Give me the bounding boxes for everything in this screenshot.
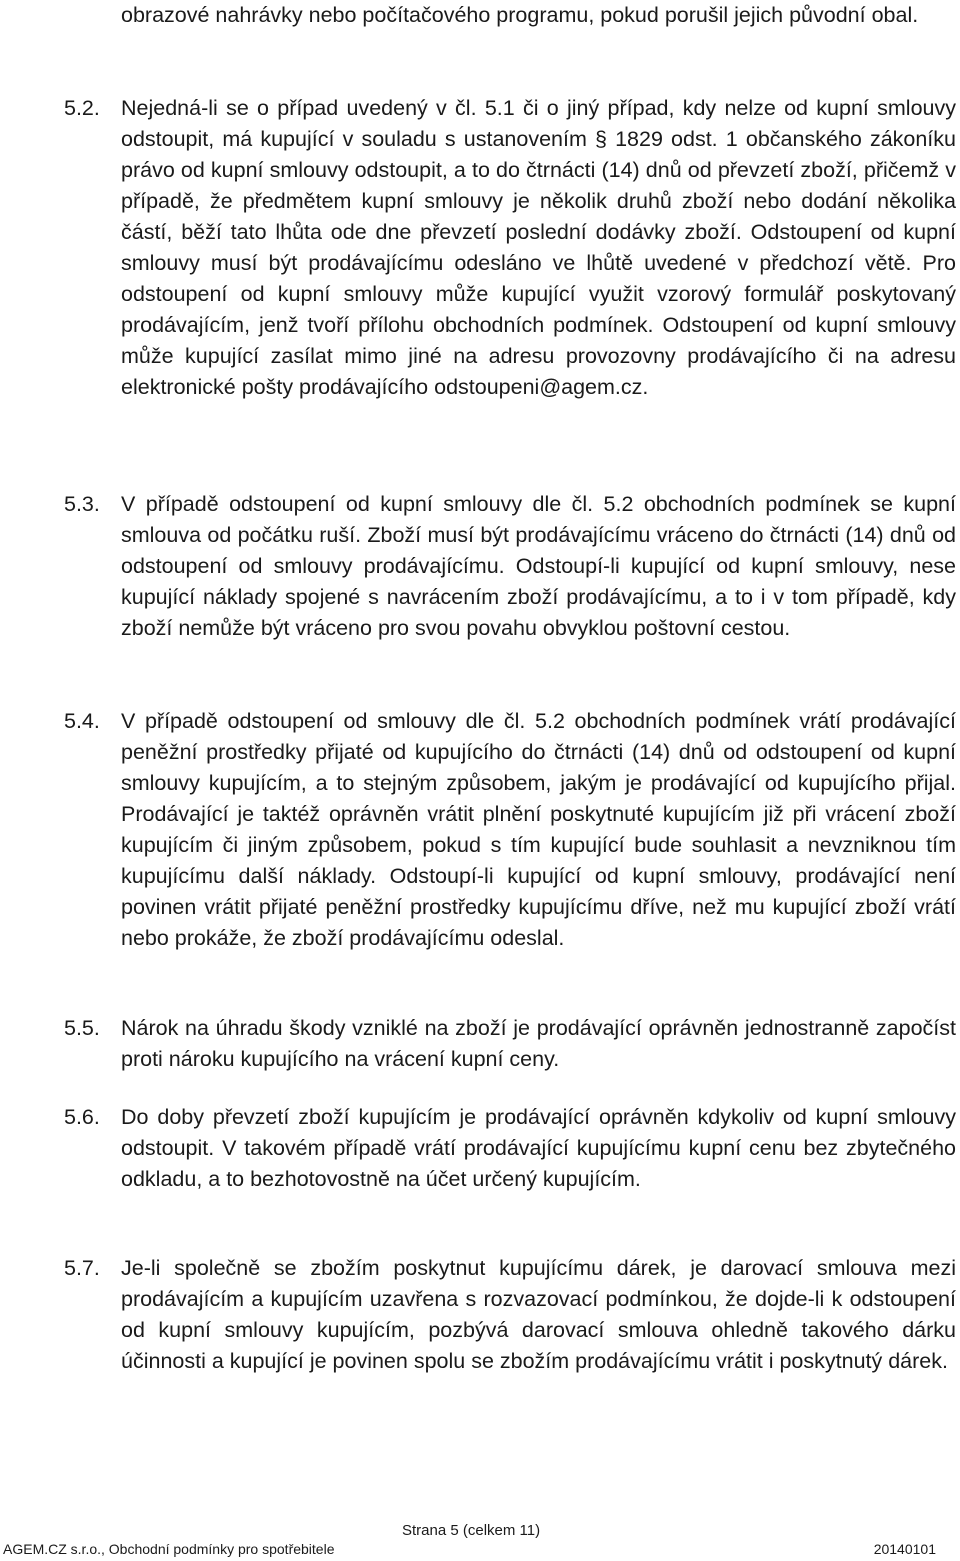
paragraph-5-7 bbox=[64, 1253, 956, 1377]
footer-date: 20140101 bbox=[873, 1541, 936, 1557]
paragraph-5-6 bbox=[64, 1102, 956, 1195]
paragraph-5-4 bbox=[64, 706, 956, 954]
paragraph-number: 5.6. bbox=[64, 1105, 100, 1129]
footer-company: AGEM.CZ s.r.o., Obchodní podmínky pro spotřebitele bbox=[3, 1541, 335, 1557]
paragraph-number: 5.2. bbox=[64, 96, 100, 120]
paragraph-number: 5.3. bbox=[64, 492, 100, 516]
page-number-text: Strana 5 (celkem 11) bbox=[402, 1522, 541, 1539]
paragraph-5-2 bbox=[64, 93, 956, 403]
paragraph-5-5 bbox=[64, 1013, 956, 1075]
paragraph-5-1-continuation bbox=[121, 0, 956, 31]
paragraph-number: 5.4. bbox=[64, 709, 100, 733]
paragraph-5-3 bbox=[64, 489, 956, 644]
paragraph-number: 5.7. bbox=[64, 1256, 100, 1280]
paragraph-text: Do doby převzetí zboží kupujícím je prodávající oprávněn kdykoliv od kupní smlouvy odstoupit. V takovém případě vrátí prodávající kupujícímu kupní cenu bez zbytečného odkladu, a to bezhotovostně na účet určený kupujícím. bbox=[121, 1105, 956, 1191]
paragraph-text: Je-li společně se zbožím poskytnut kupujícímu dárek, je darovací smlouva mezi prodávajícím a kupujícím uzavřena s rozvazovací podmínkou, že dojde-li k odstoupení od kupní smlouvy kupujícím, pozbývá darovací smlouva ohledně takového dárku účinnosti a kupující je povinen spolu se zbožím prodávajícímu vrátit i poskytnutý dárek. bbox=[121, 1256, 956, 1373]
paragraph-text: V případě odstoupení od kupní smlouvy dle čl. 5.2 obchodních podmínek se kupní smlouva od počátku ruší. Zboží musí být prodávajícímu vráceno do čtrnácti (14) dnů od odstoupení od smlouvy prodávajícímu. Odstoupí-li kupující od kupní smlouvy, nese kupující náklady spojené s navrácením zboží prodávajícímu, a to i v tom případě, kdy zboží nemůže být vráceno pro svou povahu obvyklou poštovní cestou. bbox=[121, 492, 956, 640]
paragraph-text: Nárok na úhradu škody vzniklé na zboží je prodávající oprávněn jednostranně započíst proti nároku kupujícího na vrácení kupní ceny. bbox=[121, 1016, 956, 1071]
paragraph-text: obrazové nahrávky nebo počítačového programu, pokud porušil jejich původní obal. bbox=[121, 3, 919, 27]
paragraph-text: V případě odstoupení od smlouvy dle čl. 5.2 obchodních podmínek vrátí prodávající peněžní prostředky přijaté od kupujícího do čtrnácti (14) dnů od odstoupení od kupní smlouvy kupujícím, a to stejným způsobem, jakým je prodávající od kupujícího přijal. Prodávající je taktéž oprávněn vrátit plnění poskytnuté kupujícím již při vrácení zboží kupujícím či jiným způsobem, pokud s tím kupující bude souhlasit a nevzniknou tím kupujícímu další náklady. Odstoupí-li kupující od kupní smlouvy, prodávající není povinen vrátit přijaté peněžní prostředky kupujícímu dříve, než mu kupující zboží vrátí nebo prokáže, že zboží prodávajícímu odeslal. bbox=[121, 709, 956, 950]
paragraph-text: Nejedná-li se o případ uvedený v čl. 5.1 či o jiný případ, kdy nelze od kupní smlouvy odstoupit, má kupující v souladu s ustanovením § 1829 odst. 1 občanského zákoníku právo od kupní smlouvy odstoupit, a to do čtrnácti (14) dnů od převzetí zboží, přičemž v případě, že předmětem kupní smlouvy je několik druhů zboží nebo dodání několika částí, běží tato lhůta ode dne převzetí poslední dodávky zboží. Odstoupení od kupní smlouvy musí být prodávajícímu odesláno ve lhůtě uvedené v předchozí větě. Pro odstoupení od kupní smlouvy může kupující využit vzorový formulář poskytovaný prodávajícím, jenž tvoří přílohu obchodních podmínek. Odstoupení od kupní smlouvy může kupující zasílat mimo jiné na adresu provozovny prodávajícího či na adresu elektronické pošty prodávajícího odstoupeni@agem.cz. bbox=[121, 96, 956, 399]
paragraph-number: 5.5. bbox=[64, 1016, 100, 1040]
